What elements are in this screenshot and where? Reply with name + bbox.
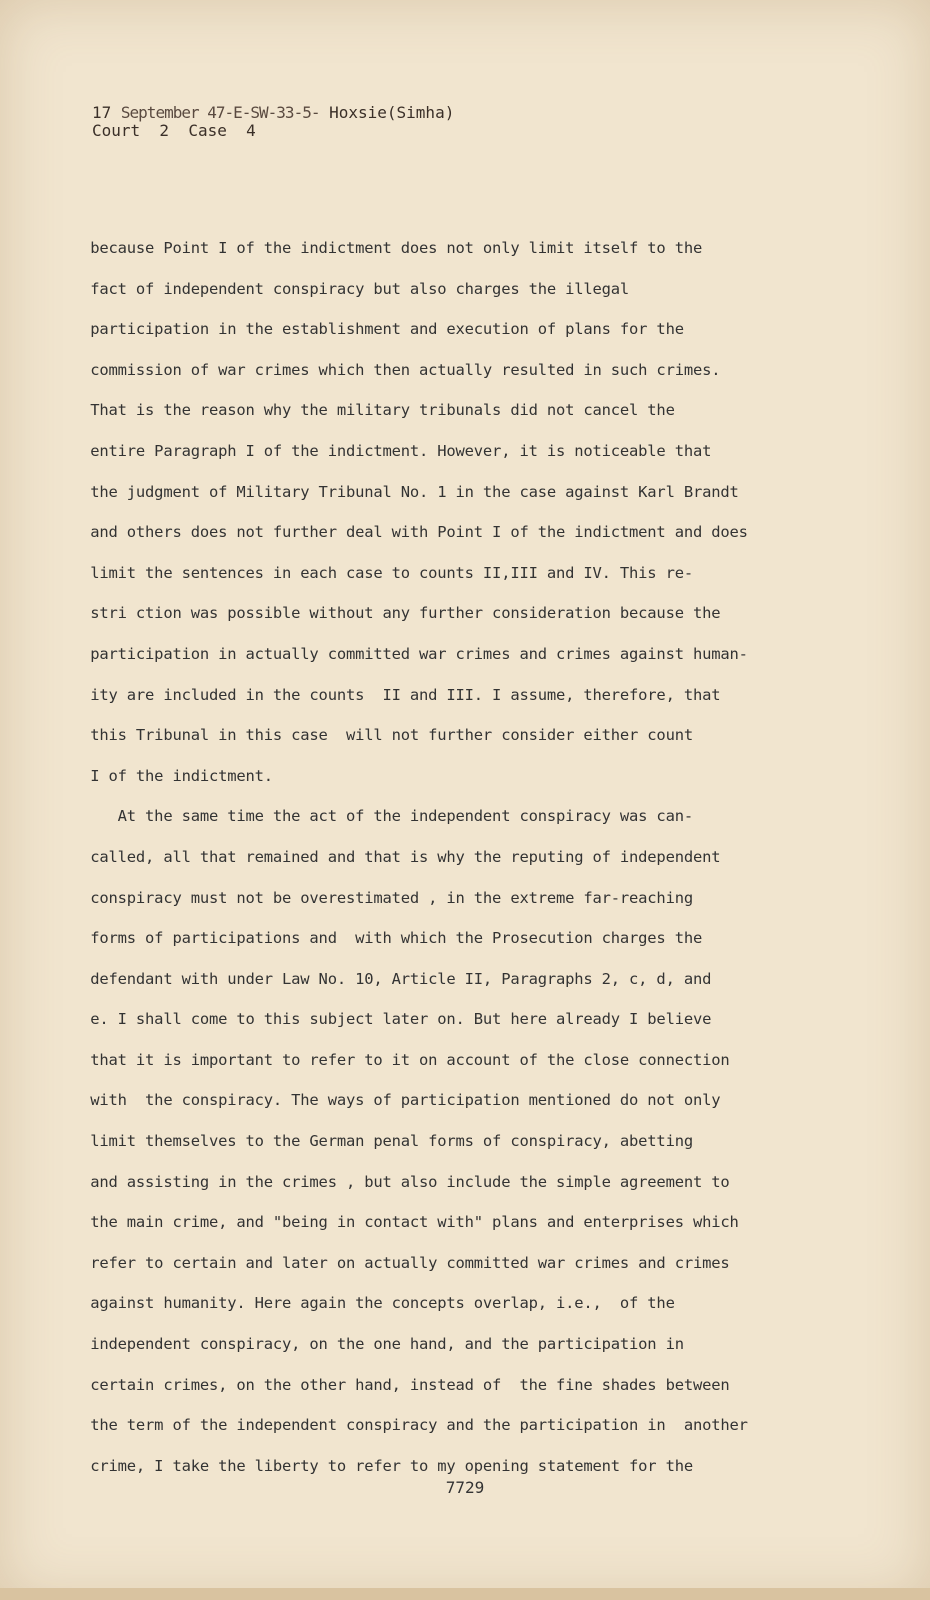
body-text-line: this Tribunal in this case will not further consider either count: [72, 726, 693, 745]
body-text-line: called, all that remained and that is why the reputing of independent: [72, 847, 721, 866]
body-text-line: entire Paragraph I of the indictment. However, it is noticeable that: [72, 441, 712, 460]
body-text-line: ity are included in the counts II and III. I assume, therefore, that: [72, 685, 721, 704]
body-text-line: I of the indictment.: [72, 766, 273, 785]
body-text-line: participation in actually committed war crimes and crimes against human-: [72, 644, 748, 663]
header-smudged-date: September 47-E-SW-33-5-: [120, 103, 320, 122]
body-text-line: forms of participations and with which the Prosecution charges the: [72, 929, 703, 948]
body-text-line: conspiracy must not be overestimated , in the extreme far-reaching: [72, 888, 693, 907]
body-text-line: the judgment of Military Tribunal No. 1 in the case against Karl Brandt: [72, 482, 739, 501]
header-name: Hoxsie(Simha): [319, 103, 455, 122]
body-text-line: fact of independent conspiracy but also charges the illegal: [72, 279, 630, 298]
body-text-line: e. I shall come to this subject later on. But here already I believe: [72, 1010, 712, 1029]
body-text-line: the main crime, and "being in contact with" plans and enterprises which: [72, 1213, 739, 1232]
body-text-line: refer to certain and later on actually committed war crimes and crimes: [72, 1253, 730, 1272]
body-text-line: because Point I of the indictment does not only limit itself to the: [72, 239, 703, 257]
body-text-line: and assisting in the crimes , but also include the simple agreement to: [72, 1172, 730, 1191]
body-text-line: At the same time the act of the independent conspiracy was can-: [72, 807, 693, 826]
body-text-line: stri ction was possible without any further consideration because the: [72, 604, 721, 623]
body-text-line: with the conspiracy. The ways of participation mentioned do not only: [72, 1091, 721, 1110]
header-court-case-line: Court 2 Case 4: [92, 121, 256, 140]
body-text-line: certain crimes, on the other hand, instead of the fine shades between: [72, 1375, 730, 1394]
header-day: 17: [92, 103, 121, 122]
body-text-line: commission of war crimes which then actually resulted in such crimes.: [72, 360, 721, 379]
body-text-line: limit themselves to the German penal forms of conspiracy, abetting: [72, 1132, 693, 1151]
body-text-line: against humanity. Here again the concepts overlap, i.e., of the: [72, 1294, 675, 1313]
body-text-line: participation in the establishment and execution of plans for the: [72, 320, 684, 339]
body-text-line: defendant with under Law No. 10, Article II, Paragraphs 2, c, d, and: [72, 969, 712, 988]
body-text-line: limit the sentences in each case to counts II,III and IV. This re-: [72, 563, 693, 582]
header-date-line: [92, 104, 454, 122]
body-text-line: and others does not further deal with Point I of the indictment and does: [72, 523, 748, 542]
body-text-line: crime, I take the liberty to refer to my opening statement for the: [72, 1456, 693, 1475]
body-text-line: That is the reason why the military tribunals did not cancel the: [72, 401, 675, 420]
body-text-line: independent conspiracy, on the one hand, and the participation in: [72, 1335, 684, 1354]
document-body: [72, 228, 832, 1486]
page-number: 7729: [445, 1478, 485, 1497]
body-text-line: that it is important to refer to it on account of the close connection: [72, 1050, 730, 1069]
body-text-line: the term of the independent conspiracy and the participation in another: [72, 1416, 748, 1435]
document-header: [92, 104, 454, 140]
